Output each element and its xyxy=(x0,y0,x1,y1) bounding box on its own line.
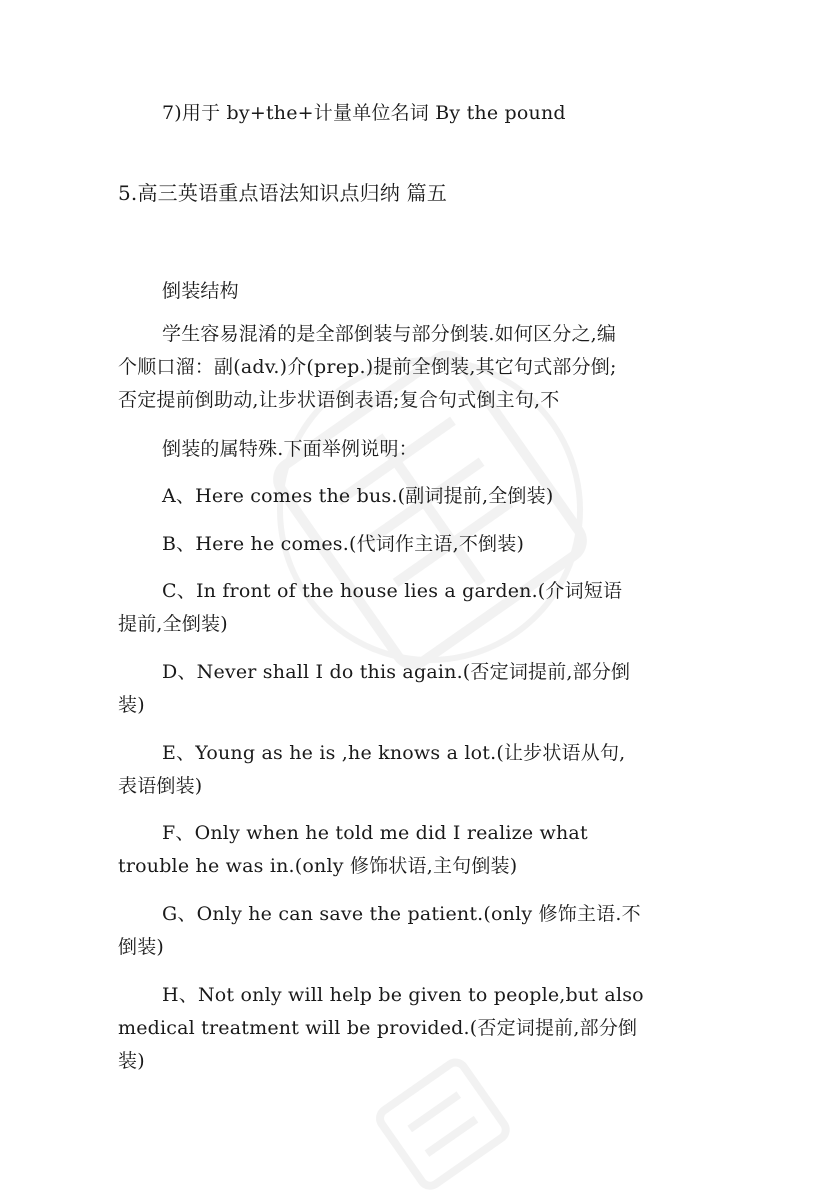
watermark-fragment-icon xyxy=(360,1050,520,1190)
example-b: B、Here he comes.(代词作主语,不倒装) xyxy=(162,533,525,555)
intro-line: 学生容易混淆的是全部倒装与部分倒装.如何区分之,编 xyxy=(162,323,617,345)
example-line: E、Young as he is ,he knows a lot.(让步状语从句, xyxy=(162,742,626,764)
example-line: H、Not only will help be given to people,but also xyxy=(162,984,644,1006)
intro-line: 个顺口溜：副(adv.)介(prep.)提前全倒装,其它句式部分倒; xyxy=(118,356,617,378)
example-line: 装) xyxy=(118,694,145,716)
section-heading: 5.高三英语重点语法知识点归纳 篇五 xyxy=(118,181,448,205)
example-line: F、Only when he told me did I realize what xyxy=(162,822,588,844)
example-line: 倒装) xyxy=(118,936,165,958)
list-item-7: 7)用于 by+the+计量单位名词 By the pound xyxy=(162,102,566,124)
intro-continuation: 倒装的属特殊.下面举例说明： xyxy=(162,438,418,460)
intro-line: 否定提前倒助动,让步状语倒表语;复合句式倒主句,不 xyxy=(118,389,560,411)
example-line: C、In front of the house lies a garden.(介词短语 xyxy=(162,580,623,602)
example-line: medical treatment will be provided.(否定词提前,部分倒 xyxy=(118,1017,638,1039)
example-line: trouble he was in.(only 修饰状语,主句倒装) xyxy=(118,855,518,877)
example-line: G、Only he can save the patient.(only 修饰主语.不 xyxy=(162,903,641,925)
example-a: A、Here comes the bus.(副词提前,全倒装) xyxy=(162,485,554,507)
example-line: 表语倒装) xyxy=(118,775,203,797)
example-line: D、Never shall I do this again.(否定词提前,部分倒 xyxy=(162,661,631,683)
example-line: 装) xyxy=(118,1050,145,1072)
topic-title: 倒装结构 xyxy=(162,280,239,302)
example-line: 提前,全倒装) xyxy=(118,613,228,635)
